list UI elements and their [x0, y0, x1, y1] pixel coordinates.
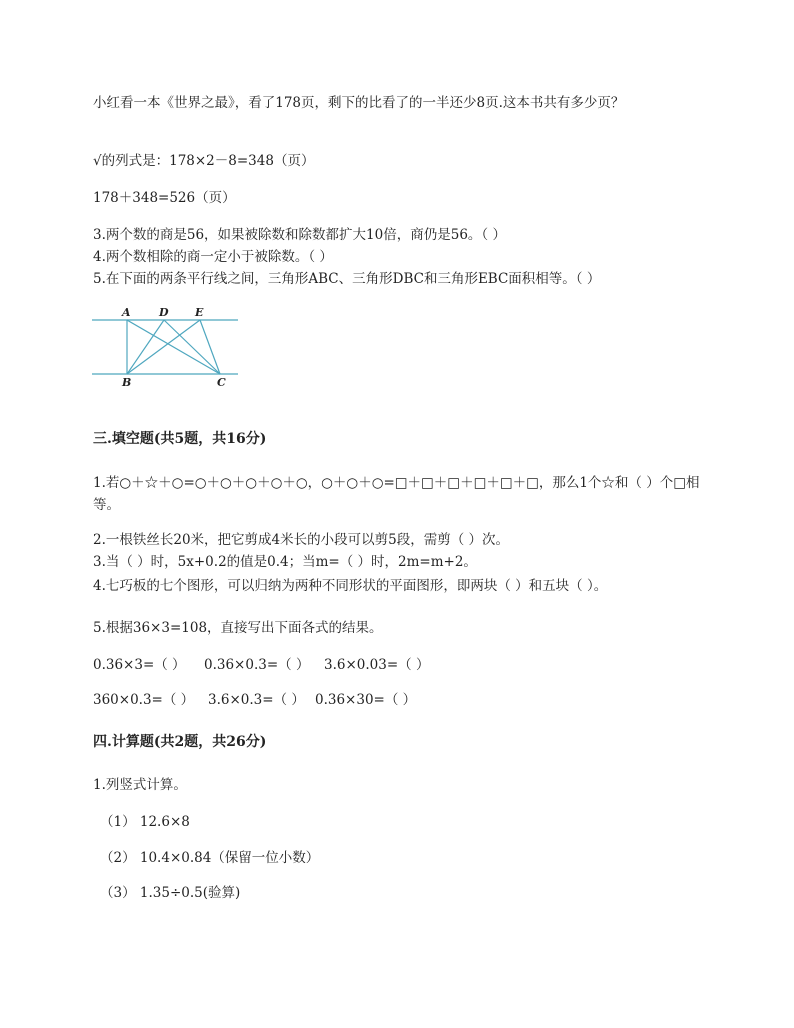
fill-question-4: 4.七巧板的七个图形，可以归纳为两种不同形状的平面图形，即两块（ ）和五块（ ）。: [93, 578, 608, 594]
calc-item: 0.36×30=（ ）: [315, 692, 417, 708]
answer-line-2: 178＋348=526（页）: [93, 190, 236, 206]
segment-ac: [127, 320, 220, 374]
section-3-title: 三.填空题(共5题，共16分): [93, 431, 267, 447]
calc-item: 0.36×3=（ ）: [93, 657, 186, 673]
judgement-question-3: 3.两个数的商是56，如果被除数和除数都扩大10倍，商仍是56。（ ）: [93, 227, 506, 243]
segment-ec: [200, 320, 220, 374]
calc-row-2: [93, 691, 416, 709]
fill-question-5: 5.根据36×3=108，直接写出下面各式的结果。: [93, 620, 383, 636]
calc-item-3: （3） 1.35÷0.5(验算): [100, 885, 241, 901]
point-b-label: B: [122, 376, 132, 389]
point-c-label: C: [217, 376, 226, 389]
judgement-question-5: 5.在下面的两条平行线之间，三角形ABC、三角形DBC和三角形EBC面积相等。（ ）: [93, 271, 601, 287]
calc-item: 3.6×0.3=（ ）: [208, 692, 305, 708]
calc-item-1: （1） 12.6×8: [100, 814, 190, 830]
point-d-label: D: [159, 306, 169, 319]
fill-question-3: 3.当（ ）时，5x+0.2的值是0.4；当m=（ ）时，2m=m+2。: [93, 554, 477, 570]
judgement-question-4: 4.两个数相除的商一定小于被除数。（ ）: [93, 249, 333, 265]
fill-question-2: 2.一根铁丝长20米，把它剪成4米长的小段可以剪5段，需剪（ ）次。: [93, 532, 510, 548]
answer-line-1: √的列式是：178×2－8=348（页）: [93, 153, 315, 169]
calc-item: 0.36×0.3=（ ）: [204, 657, 310, 673]
calc-question-1: 1.列竖式计算。: [93, 777, 187, 793]
point-a-label: A: [122, 306, 131, 319]
section-4-title: 四.计算题(共2题，共26分): [93, 734, 267, 750]
calc-row-1: [93, 656, 429, 674]
fill-question-1: 1.若○＋☆＋○=○＋○＋○＋○＋○，○＋○＋○=□＋□＋□＋□＋□＋□，那么1个☆和（ ）个□相等。: [93, 475, 700, 513]
calc-item-2: （2） 10.4×0.84（保留一位小数）: [100, 850, 320, 866]
word-problem-question: 小红看一本《世界之最》，看了178页，剩下的比看了的一半还少8页.这本书共有多少页？: [93, 95, 625, 111]
parallel-lines-triangles-figure: [92, 305, 238, 389]
segment-db: [127, 320, 164, 374]
calc-item: 3.6×0.03=（ ）: [324, 657, 430, 673]
segment-eb: [127, 320, 200, 374]
point-e-label: E: [195, 306, 204, 319]
calc-item: 360×0.3=（ ）: [93, 692, 195, 708]
